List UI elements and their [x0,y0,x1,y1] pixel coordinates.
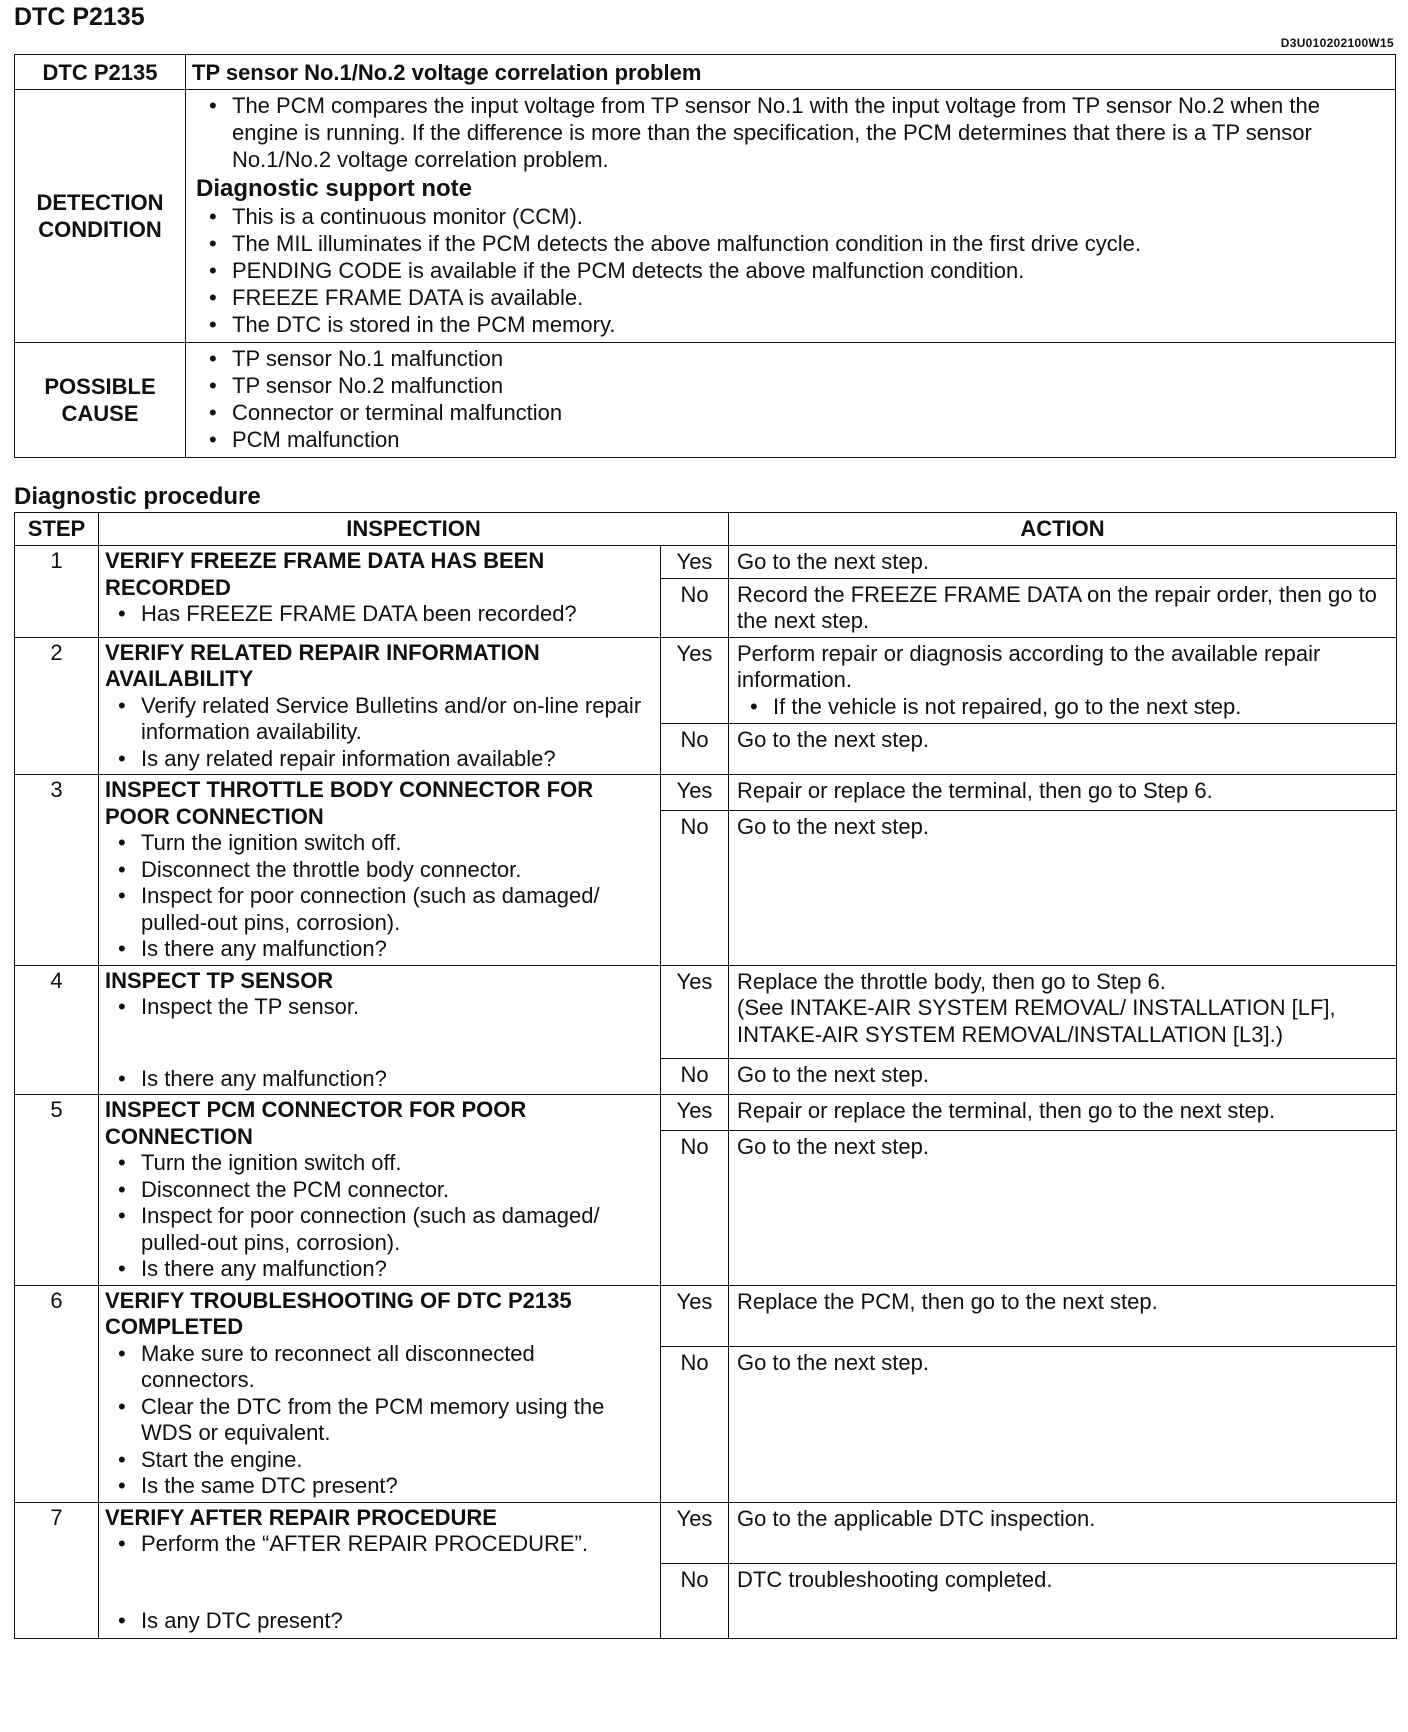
inspection-bullet: • Turn the ignition switch off. [105,1150,654,1177]
inspection-bullet: • Inspect the TP sensor. [105,994,654,1021]
step-number: 7 [15,1502,99,1638]
info-header-row [15,55,1396,90]
inspection-title: VERIFY RELATED REPAIR INFORMATION AVAILABILITY [105,639,540,691]
no-action: DTC troubleshooting completed. [729,1563,1397,1638]
detection-text: • The PCM compares the input voltage from TP sensor No.1 with the input voltage from TP sensor No.2 when the engine is running. If the difference is more than the specification, the PCM determines that there is a TP sensor No.1/No.2 voltage correlation problem. [196,92,1385,173]
page-title: DTC P2135 [14,3,145,31]
yes-label: Yes [661,1285,729,1346]
yes-action-cell [729,965,1397,1059]
inspection-bullet: • Is there any malfunction? [105,1256,654,1283]
dtc-info-table [14,54,1396,458]
document-page [14,2,1396,1639]
inspection-title: INSPECT THROTTLE BODY CONNECTOR FOR POOR CONNECTION [105,777,594,829]
no-action: Go to the next step. [729,1059,1397,1095]
inspection-title: INSPECT TP SENSOR [105,967,334,993]
yes-label: Yes [661,546,729,579]
step-number: 5 [15,1095,99,1286]
yes-label: Yes [661,637,729,724]
inspection-cell [99,637,661,775]
inspection-bullet: • Inspect for poor connection (such as damaged/ pulled-out pins, corrosion). [105,883,654,936]
cause-list [196,345,1385,453]
detection-condition-body [186,90,1396,343]
detection-condition-label: DETECTION CONDITION [15,90,186,343]
inspection-cell [99,546,661,638]
step-header: STEP [15,513,99,546]
no-label: No [661,810,729,965]
inspection-bullet: • Start the engine. [105,1447,654,1474]
action-header: ACTION [729,513,1397,546]
inspection-title: VERIFY AFTER REPAIR PROCEDURE [105,1504,497,1530]
step-number: 6 [15,1285,99,1502]
procedure-header-row [15,513,1397,546]
inspection-bullet: • Inspect for poor connection (such as damaged/ pulled-out pins, corrosion). [105,1203,654,1256]
no-action: Go to the next step. [729,724,1397,775]
inspection-cell [99,1095,661,1286]
inspection-bullet: • Verify related Service Bulletins and/or on-line repair information availability. [105,693,654,746]
cause-item: • TP sensor No.1 malfunction [196,345,1385,372]
document-id: D3U010202100W15 [1280,36,1394,50]
step-number: 1 [15,546,99,638]
inspection-cell [99,1502,661,1638]
inspection-bullet: • Has FREEZE FRAME DATA been recorded? [105,601,654,628]
inspection-title: VERIFY TROUBLESHOOTING OF DTC P2135 COMPLETED [105,1287,572,1339]
dtc-description-cell: TP sensor No.1/No.2 voltage correlation problem [186,55,1396,90]
yes-action: Replace the PCM, then go to the next step. [729,1285,1397,1346]
support-note-item: • The DTC is stored in the PCM memory. [196,311,1385,338]
inspection-header: INSPECTION [99,513,729,546]
no-label: No [661,724,729,775]
no-action: Go to the next step. [729,1346,1397,1502]
cause-item: • Connector or terminal malfunction [196,399,1385,426]
step-number: 4 [15,965,99,1095]
step-row [15,965,1397,1059]
inspection-bullet: • Is any related repair information available? [105,746,654,773]
step-row [15,637,1397,724]
possible-cause-body [186,343,1396,458]
dtc-code-cell: DTC P2135 [15,55,186,90]
inspection-cell [99,1285,661,1502]
procedure-title: Diagnostic procedure [14,483,261,510]
no-action: Go to the next step. [729,810,1397,965]
diagnostic-procedure-table [14,512,1397,1639]
no-label: No [661,578,729,637]
inspection-bullet: • Perform the “AFTER REPAIR PROCEDURE”. [105,1531,654,1558]
inspection-bullet: • Is the same DTC present? [105,1473,654,1500]
inspection-cell [99,965,661,1095]
no-action: Record the FREEZE FRAME DATA on the repair order, then go to the next step. [729,578,1397,637]
inspection-bullet: • Disconnect the PCM connector. [105,1177,654,1204]
inspection-title: VERIFY FREEZE FRAME DATA HAS BEEN RECORDED [105,548,545,600]
yes-label: Yes [661,1502,729,1563]
inspection-bullet: • Make sure to reconnect all disconnected connectors. [105,1341,654,1394]
step-number: 3 [15,775,99,966]
yes-action: Replace the throttle body, then go to Step 6. [737,968,1166,994]
yes-label: Yes [661,965,729,1059]
yes-action: Repair or replace the terminal, then go to the next step. [729,1095,1397,1131]
support-note-item: • This is a continuous monitor (CCM). [196,203,1385,230]
no-action: Go to the next step. [729,1130,1397,1285]
possible-cause-label: POSSIBLE CAUSE [15,343,186,458]
no-label: No [661,1563,729,1638]
yes-action-cell [729,637,1397,724]
yes-action-reference: (See INTAKE-AIR SYSTEM REMOVAL/ INSTALLATION [LF], INTAKE-AIR SYSTEM REMOVAL/INSTALLATION [L3].) [737,995,1336,1047]
no-label: No [661,1130,729,1285]
support-note-item: • The MIL illuminates if the PCM detects the above malfunction condition in the first drive cycle. [196,230,1385,257]
possible-cause-row [15,343,1396,458]
step-row [15,1502,1397,1563]
yes-action: Go to the next step. [729,546,1397,579]
support-note-list [196,203,1385,338]
inspection-bullet: • Is there any malfunction? [105,1066,654,1093]
inspection-bullet: • Turn the ignition switch off. [105,830,654,857]
yes-label: Yes [661,1095,729,1131]
support-note-item: • PENDING CODE is available if the PCM detects the above malfunction condition. [196,257,1385,284]
yes-action: Perform repair or diagnosis according to the available repair information. [737,640,1321,692]
step-row [15,775,1397,811]
no-label: No [661,1346,729,1502]
detection-condition-row [15,90,1396,343]
yes-label: Yes [661,775,729,811]
step-row [15,1285,1397,1346]
yes-action: Repair or replace the terminal, then go to Step 6. [729,775,1397,811]
support-note-title: Diagnostic support note [196,175,472,202]
no-label: No [661,1059,729,1095]
inspection-bullet: • Clear the DTC from the PCM memory using the WDS or equivalent. [105,1394,654,1447]
cause-item: • TP sensor No.2 malfunction [196,372,1385,399]
step-number: 2 [15,637,99,775]
support-note-item: • FREEZE FRAME DATA is available. [196,284,1385,311]
inspection-title: INSPECT PCM CONNECTOR FOR POOR CONNECTION [105,1097,527,1149]
inspection-bullet: • Disconnect the throttle body connector. [105,857,654,884]
inspection-bullet: • Is any DTC present? [105,1608,654,1635]
inspection-bullet: • Is there any malfunction? [105,936,654,963]
yes-action: Go to the applicable DTC inspection. [729,1502,1397,1563]
step-row [15,1095,1397,1131]
cause-item: • PCM malfunction [196,426,1385,453]
inspection-cell [99,775,661,966]
yes-action-sub: • If the vehicle is not repaired, go to the next step. [737,694,1388,721]
step-row [15,546,1397,579]
